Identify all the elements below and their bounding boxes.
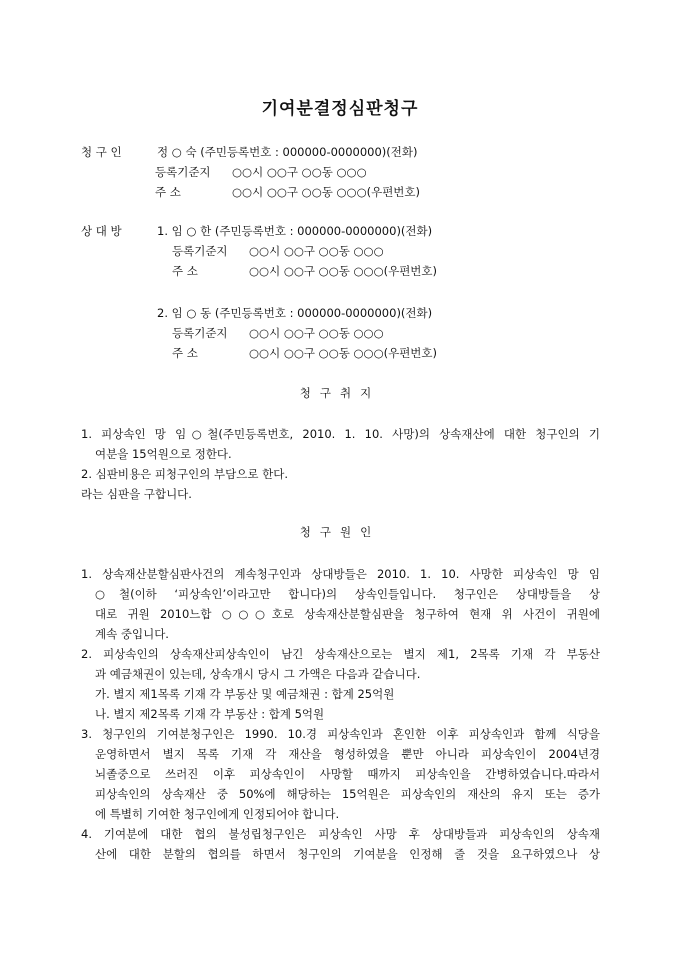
cause-line-8: 나. 별지 제2목록 기재 각 부동산 : 합계 5억원 — [95, 707, 325, 721]
respondent-1-address-value: ○○시 ○○구 ○○동 ○○○(우편번호) — [249, 264, 438, 278]
cause-line-5: 2. 피상속인의 상속재산피상속인이 남긴 상속재산으로는 별지 제1, 2목록 기재 각 부동산 — [81, 647, 600, 661]
cause-line-2: ○철(이하 ‘피상속인’이라고만 합니다)의 상속인들입니다. 청구인은 상대방들을 상 — [95, 587, 600, 601]
purpose-line-4: 라는 심판을 구합니다. — [81, 487, 192, 501]
respondent-1-name-line: 1. 임 ○ 한 (주민등록번호 : 000000-0000000)(전화) — [157, 224, 433, 238]
cause-line-14: 4. 기여분에 대한 협의 불성립청구인은 피상속인 사망 후 상대방들과 피상속인의 상속재 — [81, 827, 600, 841]
respondent-2-address-label: 주 소 — [172, 346, 198, 360]
respondent-2-registry-label: 등록기준지 — [172, 326, 228, 340]
respondent-1-registry-value: ○○시 ○○구 ○○동 ○○○ — [249, 244, 384, 258]
claimant-address-label: 주 소 — [155, 185, 181, 199]
cause-line-6: 과 예금채권이 있는데, 상속개시 당시 그 가액은 다음과 같습니다. — [95, 667, 421, 681]
claimant-registry-label: 등록기준지 — [155, 165, 211, 179]
cause-line-4: 계속 중입니다. — [95, 627, 169, 641]
respondent-1-registry-label: 등록기준지 — [172, 244, 228, 258]
cause-line-7: 가. 별지 제1목록 기재 각 부동산 및 예금채권 : 합계 25억원 — [95, 687, 395, 701]
respondent-2-address-value: ○○시 ○○구 ○○동 ○○○(우편번호) — [249, 346, 438, 360]
cause-line-11: 뇌졸중으로 쓰러진 이후 피상속인이 사망할 때까지 피상속인을 간병하였습니다.따라서 — [95, 767, 600, 781]
document-title: 기여분결정심판청구 — [261, 99, 419, 119]
respondents-label: 상 대 방 — [81, 224, 122, 238]
cause-line-3: 대로 귀원 2010느합 ○○○호로 상속재산분할심판을 청구하여 현재 위 사건이 귀원에 — [95, 607, 600, 621]
claimant-label: 청 구 인 — [81, 145, 122, 159]
cause-line-1: 1. 상속재산분할심판사건의 계속청구인과 상대방들은 2010. 1. 10. 사망한 피상속인 망 임 — [81, 567, 600, 581]
claimant-address-value: ○○시 ○○구 ○○동 ○○○(우편번호) — [232, 185, 421, 199]
cause-line-12: 피상속인의 상속재산 중 50%에 해당하는 15억원은 피상속인의 재산의 유지 또는 증가 — [95, 787, 600, 801]
purpose-line-3: 2. 심판비용은 피청구인의 부담으로 한다. — [81, 467, 288, 481]
purpose-line-2: 여분을 15억원으로 정한다. — [95, 447, 232, 461]
respondent-1-address-label: 주 소 — [172, 264, 198, 278]
cause-line-13: 에 특별히 기여한 청구인에게 인정되어야 합니다. — [95, 807, 340, 821]
respondent-2-name-line: 2. 임 ○ 동 (주민등록번호 : 000000-0000000)(전화) — [157, 306, 433, 320]
cause-line-15: 산에 대한 분할의 협의를 하면서 청구인의 기여분을 인정해 줄 것을 요구하였으나 상 — [95, 847, 600, 861]
cause-line-9: 3. 청구인의 기여분청구인은 1990. 10.경 피상속인과 혼인한 이후 피상속인과 함께 식당을 — [81, 727, 600, 741]
purpose-line-1: 1. 피상속인 망 임○철(주민등록번호, 2010. 1. 10. 사망)의 상속재산에 대한 청구인의 기 — [81, 427, 600, 441]
claimant-registry-value: ○○시 ○○구 ○○동 ○○○ — [232, 165, 367, 179]
purpose-heading: 청구취지 — [299, 386, 381, 400]
cause-line-10: 운영하면서 별지 목록 기재 각 재산을 형성하였을 뿐만 아니라 피상속인이 2004년경 — [95, 747, 600, 761]
cause-heading: 청구원인 — [299, 525, 381, 539]
claimant-name-line: 정 ○ 숙 (주민등록번호 : 000000-0000000)(전화) — [157, 145, 418, 159]
respondent-2-registry-value: ○○시 ○○구 ○○동 ○○○ — [249, 326, 384, 340]
